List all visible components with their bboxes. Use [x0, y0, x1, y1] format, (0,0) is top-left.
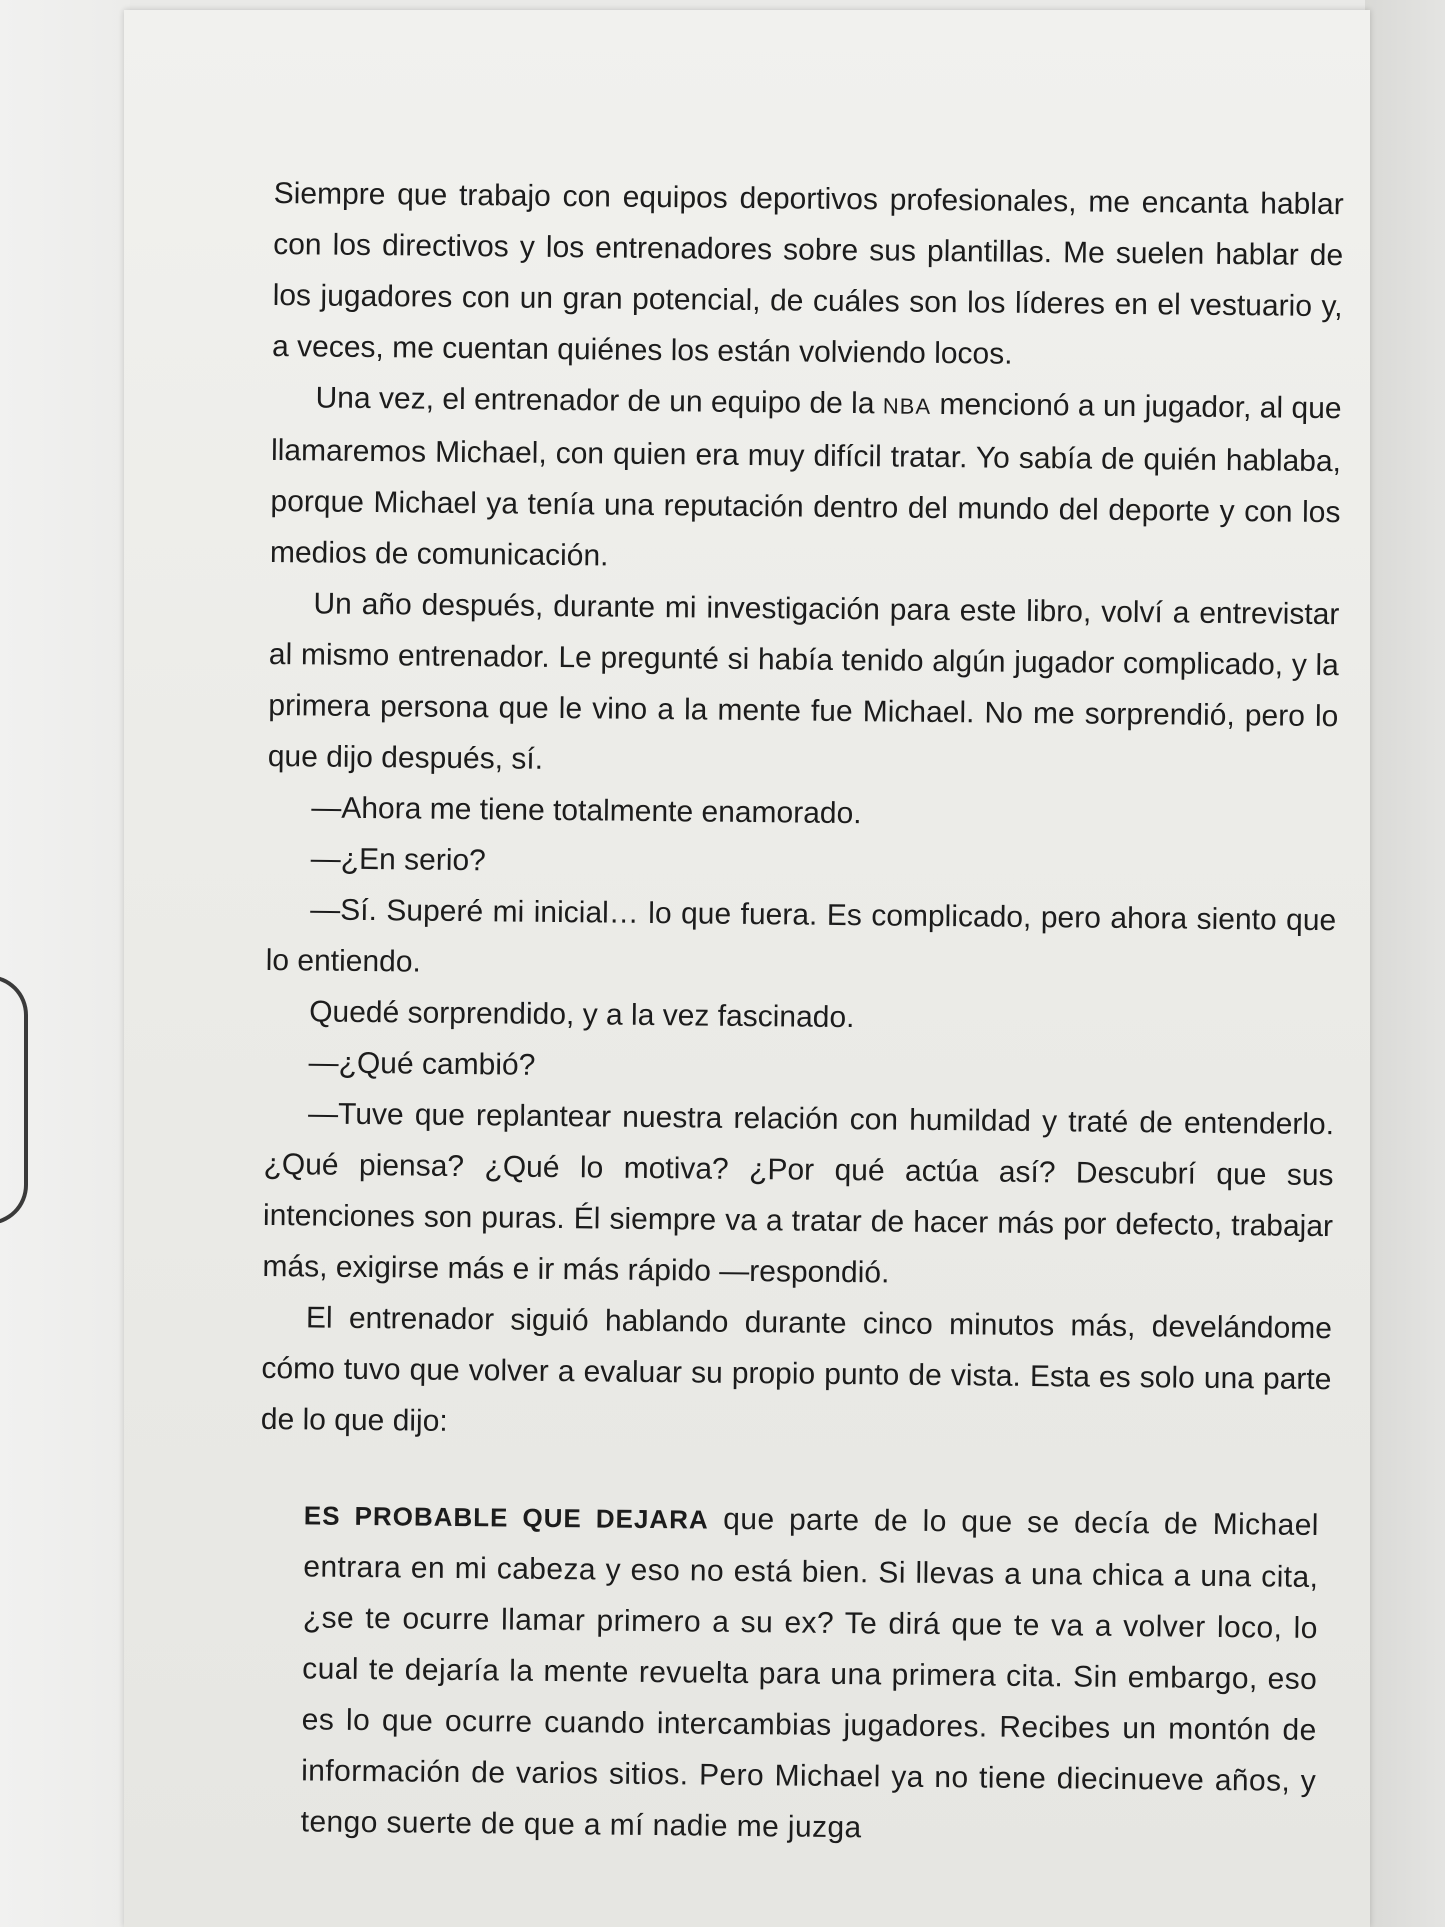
dialogue-line-1: —Ahora me tiene totalmente enamorado. [311, 791, 862, 831]
dialogue-line-3: —Sí. Superé mi inicial… lo que fuera. Es complicado, pero ahora siento que lo entiendo. [265, 893, 1337, 979]
dialogue-line-4: —¿Qué cambió? [308, 1046, 536, 1082]
background-right [1365, 0, 1445, 1927]
book-page [124, 10, 1370, 1927]
paragraph-2-end: mencionó a un jugador, al que llamaremos Michael, con quien era muy difícil tratar. Yo sabía de quién hablaba, porque Michael ya tenía una reputación dentro del mundo del deporte y con los medios de comunicación. [269, 387, 1342, 573]
background-left [0, 0, 130, 1927]
nba-smallcaps: NBA [882, 393, 932, 419]
dialogue-line-5: —Tuve que replantear nuestra relación con humildad y traté de entenderlo. ¿Qué piensa? ¿Qué lo motiva? ¿Por qué actúa así? Descubrí que sus intenciones son puras. Él siempre va a tratar de hacer más por defecto, trabajar más, exigirse más e ir más rápido —respondió. [262, 1097, 1335, 1290]
quote-lead-in: ES PROBABLE QUE DEJARA [303, 1500, 709, 1535]
paragraph-1: Siempre que trabajo con equipos deportivos profesionales, me encanta hablar con los directivos y los entrenadores sobre sus plantillas. Me suelen hablar de los jugadores con un gran potencial, de cuáles son los líderes en el vestuario y, a veces, me cuentan quiénes los están volviendo locos. [271, 176, 1344, 371]
paragraph-7: Quedé sorprendido, y a la vez fascinado. [308, 995, 855, 1035]
stray-outline-mark [0, 975, 28, 1225]
body-text [256, 168, 1344, 1858]
paragraph-3: Un año después, durante mi investigación para este libro, volví a entrevistar al mismo entrenador. Le pregunté si había tenido algún jugador complicado, y la primera persona que le vino a la mente fue Michael. No me sorprendió, pero lo que dijo después, sí. [267, 587, 1340, 776]
paragraph-2-start: Una vez, el entrenador de un equipo de la [315, 381, 884, 421]
block-quote [300, 1489, 1319, 1858]
paragraph-10: El entrenador siguió hablando durante cinco minutos más, develándome cómo tuvo que volver a evaluar su propio punto de vista. Esta es solo una parte de lo que dijo: [260, 1301, 1333, 1438]
paragraph-2 [270, 372, 1342, 589]
quote-text: que parte de lo que se decía de Michael entrara en mi cabeza y eso no está bien. Si llevas a una chica a una cita, ¿se te ocurre llamar primero a su ex? Te dirá que te va a volver loco, lo cual te dejaría la mente revuelta para una primera cita. Sin embargo, eso es lo que ocurre cuando intercambias jugadores. Recibes un montón de información de varios sitios. Pero Michael ya no tiene diecinueve años, y tengo suerte de que a mí nadie me juzga [300, 1502, 1320, 1845]
dialogue-line-2: —¿En serio? [310, 842, 487, 878]
